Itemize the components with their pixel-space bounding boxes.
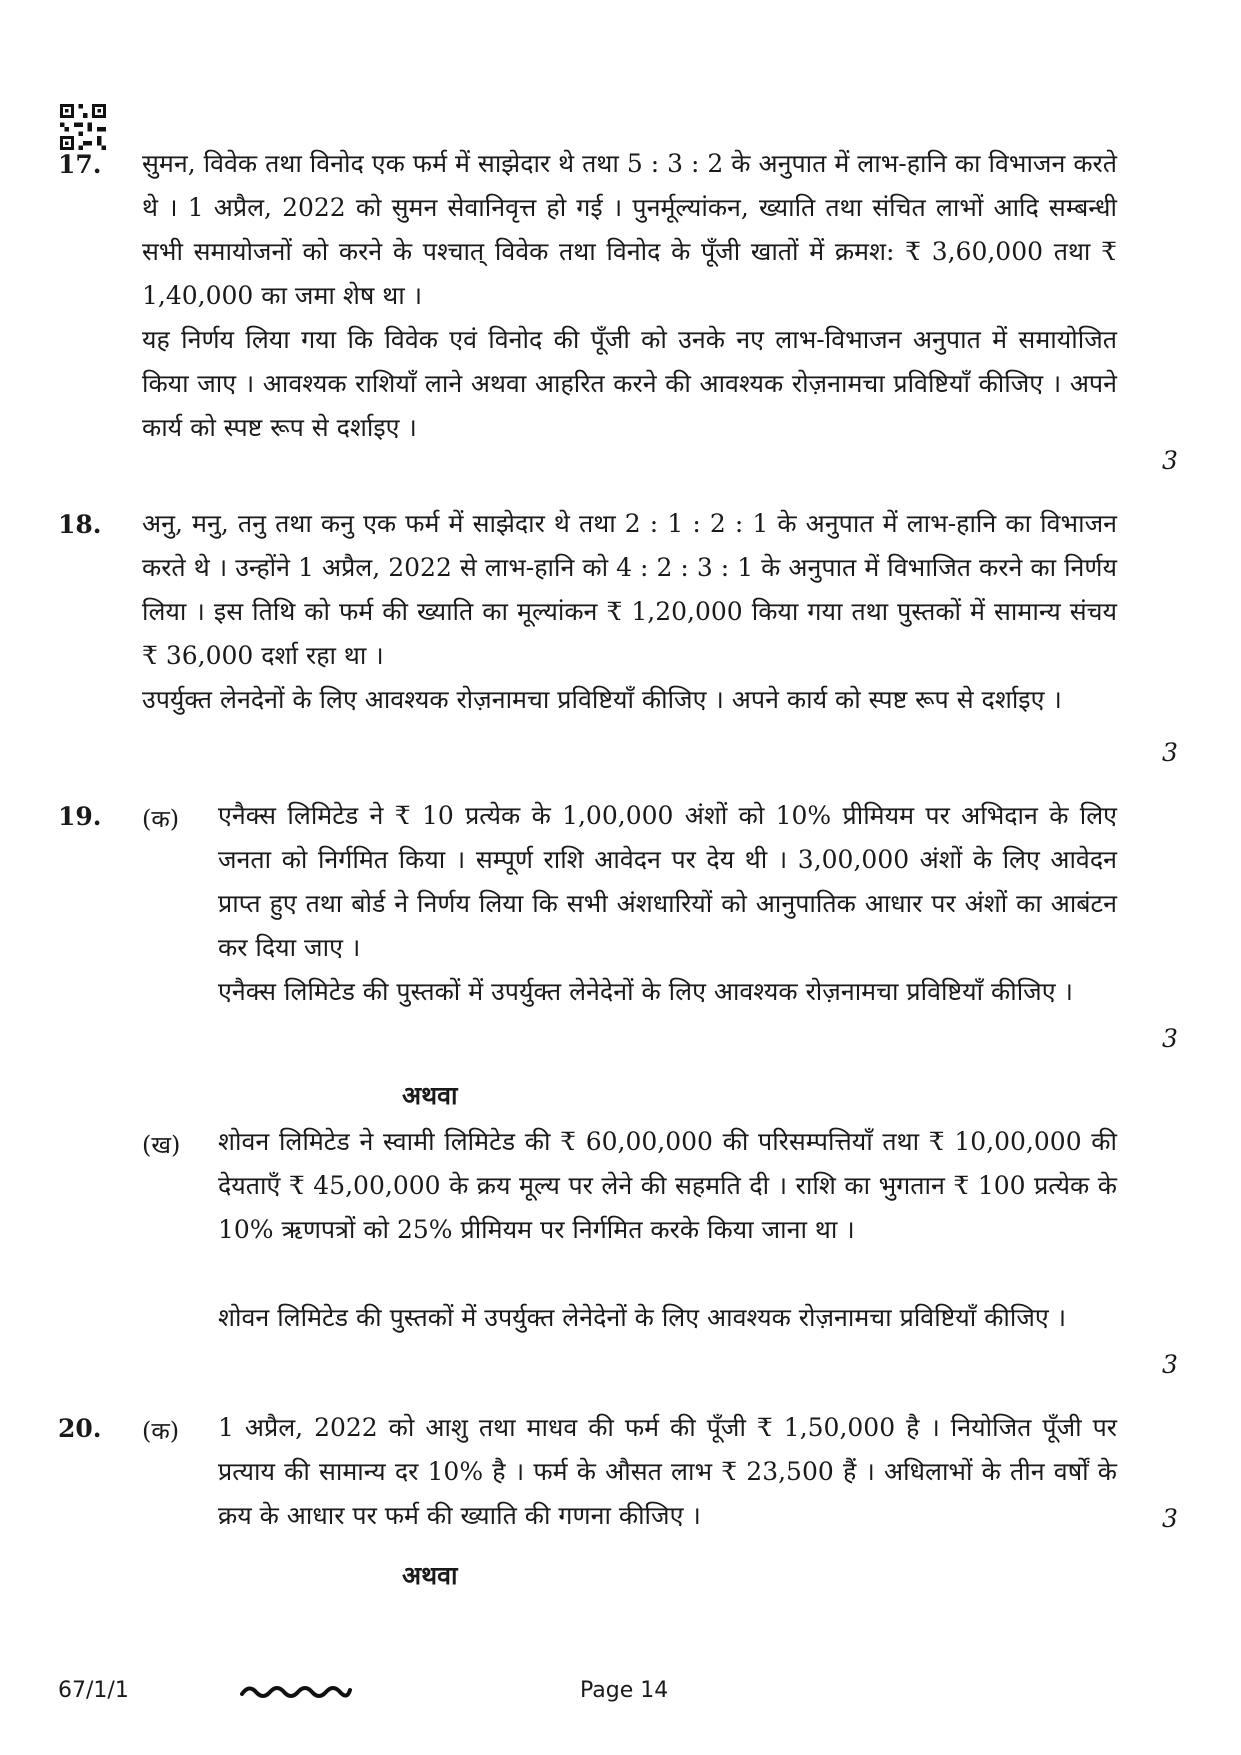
question-number: 20.	[58, 1414, 102, 1443]
question-number: 19.	[58, 802, 102, 831]
question-number: 18.	[58, 510, 102, 539]
marks: 3	[1162, 738, 1178, 767]
option-label-a: (क)	[142, 805, 180, 833]
paper-code: 67/1/1	[58, 1678, 129, 1703]
question-instruction: यह निर्णय लिया गया कि विवेक एवं विनोद की पूँजी को उनके नए लाभ-विभाजन अनुपात में समायोजित किया जाए । आवश्यक राशियाँ लाने अथवा आहरित करने की आवश्यक रोज़नामचा प्रविष्टियाँ कीजिए । अपने कार्य को स्पष्ट रूप से दर्शाइए ।	[142, 325, 1117, 442]
or-separator: अथवा	[402, 1561, 458, 1590]
question-number: 17.	[58, 150, 102, 179]
qr-code-icon	[60, 104, 106, 150]
question-text: अनु, मनु, तनु तथा कनु एक फर्म में साझेदार थे तथा 2 : 1 : 2 : 1 के अनुपात में लाभ-हानि का विभाजन करते थे । उन्होंने 1 अप्रैल, 2022 से लाभ-हानि को 4 : 2 : 3 : 1 के अनुपात में विभाजित करने का निर्णय लिया । इस तिथि को फर्म की ख्याति का मूल्यांकन ₹ 1,20,000 किया गया तथा पुस्तकों में सामान्य संचय ₹ 36,000 दर्शा रहा था ।	[142, 509, 1117, 670]
or-separator: अथवा	[402, 1081, 458, 1110]
option-a-instruction: एनैक्स लिमिटेड की पुस्तकों में उपर्युक्त लेनेदेनों के लिए आवश्यक रोज़नामचा प्रविष्टियाँ कीजिए ।	[218, 977, 1073, 1006]
wave-separator-icon	[240, 1682, 352, 1702]
option-a-text: 1 अप्रैल, 2022 को आशु तथा माधव की फर्म की पूँजी ₹ 1,50,000 है । नियोजित पूँजी पर प्रत्याय की सामान्य दर 10% है । फर्म के औसत लाभ ₹ 23,500 हैं । अधिलाभों के तीन वर्षों के क्रय के आधार पर फर्म की ख्याति की गणना कीजिए ।	[218, 1413, 1117, 1530]
page-number: Page 14	[580, 1678, 669, 1703]
option-b-text: शोवन लिमिटेड ने स्वामी लिमिटेड की ₹ 60,00,000 की परिसम्पत्तियाँ तथा ₹ 10,00,000 की देयताएँ ₹ 45,00,000 के क्रय मूल्य पर लेने की सहमति दी । राशि का भुगतान ₹ 100 प्रत्येक के 10% ऋणपत्रों को 25% प्रीमियम पर निर्गमित करके किया जाना था ।	[218, 1127, 1117, 1244]
marks: 3	[1162, 1350, 1178, 1379]
option-label-b: (ख)	[142, 1131, 181, 1159]
marks: 3	[1162, 1504, 1178, 1533]
option-a-text: एनैक्स लिमिटेड ने ₹ 10 प्रत्येक के 1,00,000 अंशों को 10% प्रीमियम पर अभिदान के लिए जनता को निर्गमित किया । सम्पूर्ण राशि आवेदन पर देय थी । 3,00,000 अंशों के लिए आवेदन प्राप्त हुए तथा बोर्ड ने निर्णय लिया कि सभी अंशधारियों को आनुपातिक आधार पर अंशों का आबंटन कर दिया जाए ।	[218, 801, 1117, 962]
marks: 3	[1162, 446, 1178, 475]
question-instruction: उपर्युक्त लेनदेनों के लिए आवश्यक रोज़नामचा प्रविष्टियाँ कीजिए । अपने कार्य को स्पष्ट रूप से दर्शाइए ।	[142, 685, 1062, 714]
option-label-a: (क)	[142, 1417, 180, 1445]
marks: 3	[1162, 1024, 1178, 1053]
question-text: सुमन, विवेक तथा विनोद एक फर्म में साझेदार थे तथा 5 : 3 : 2 के अनुपात में लाभ-हानि का विभाजन करते थे । 1 अप्रैल, 2022 को सुमन सेवानिवृत्त हो गई । पुनर्मूल्यांकन, ख्याति तथा संचित लाभों आदि सम्बन्धी सभी समायोजनों को करने के पश्चात् विवेक तथा विनोद के पूँजी खातों में क्रमश: ₹ 3,60,000 तथा ₹ 1,40,000 का जमा शेष था ।	[142, 149, 1117, 310]
option-b-instruction: शोवन लिमिटेड की पुस्तकों में उपर्युक्त लेनेदेनों के लिए आवश्यक रोज़नामचा प्रविष्टियाँ कीजिए ।	[218, 1303, 1067, 1332]
